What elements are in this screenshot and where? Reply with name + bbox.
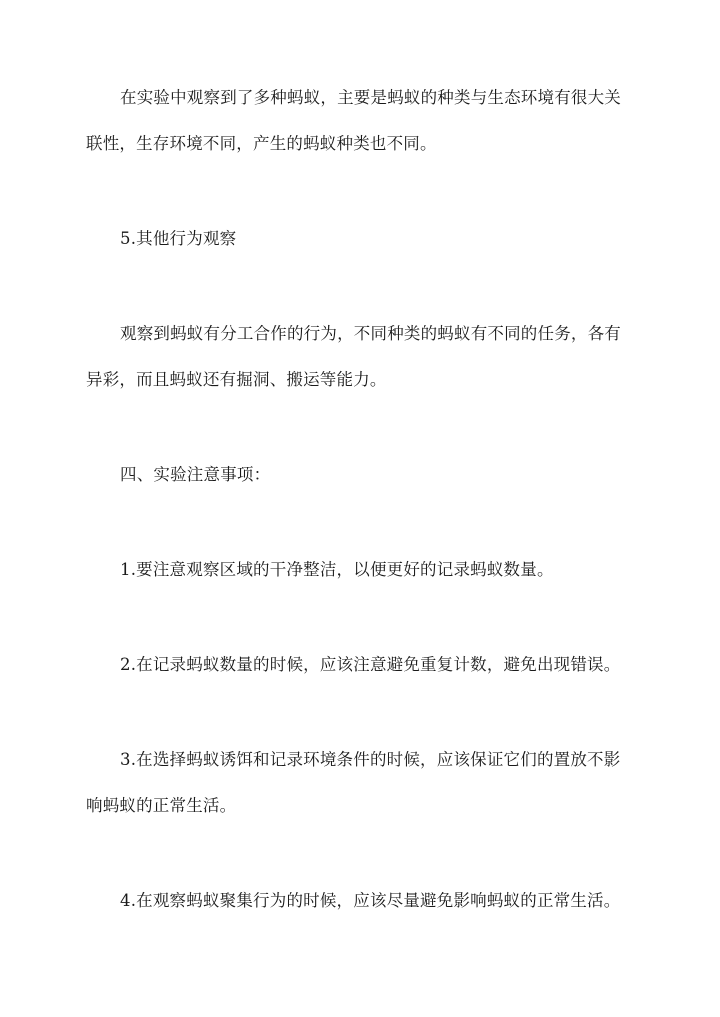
- paragraph-text-line: 观察到蚂蚁有分工合作的行为，不同种类的蚂蚁有不同的任务，各有: [120, 324, 621, 343]
- list-item-text: 1.要注意观察区域的干净整洁，以便更好的记录蚂蚁数量。: [120, 560, 554, 579]
- section-heading: 四、实验注意事项：: [120, 465, 271, 484]
- list-item-text: 4.在观察蚂蚁聚集行为的时候，应该尽量避免影响蚂蚁的正常生活。: [120, 891, 621, 910]
- list-item-text: 响蚂蚁的正常生活。: [86, 796, 237, 815]
- list-item-text: 3.在选择蚂蚁诱饵和记录环境条件的时候，应该保证它们的置放不影: [120, 750, 621, 769]
- section-heading: 5.其他行为观察: [120, 229, 237, 248]
- paragraph-text-line: 联性，生存环境不同，产生的蚂蚁种类也不同。: [86, 134, 437, 153]
- list-item-text: 2.在记录蚂蚁数量的时候，应该注意避免重复计数，避免出现错误。: [120, 655, 621, 674]
- paragraph-text-line: 异彩，而且蚂蚁还有掘洞、搬运等能力。: [86, 370, 387, 389]
- paragraph-text-line: 在实验中观察到了多种蚂蚁，主要是蚂蚁的种类与生态环境有很大关: [120, 88, 621, 107]
